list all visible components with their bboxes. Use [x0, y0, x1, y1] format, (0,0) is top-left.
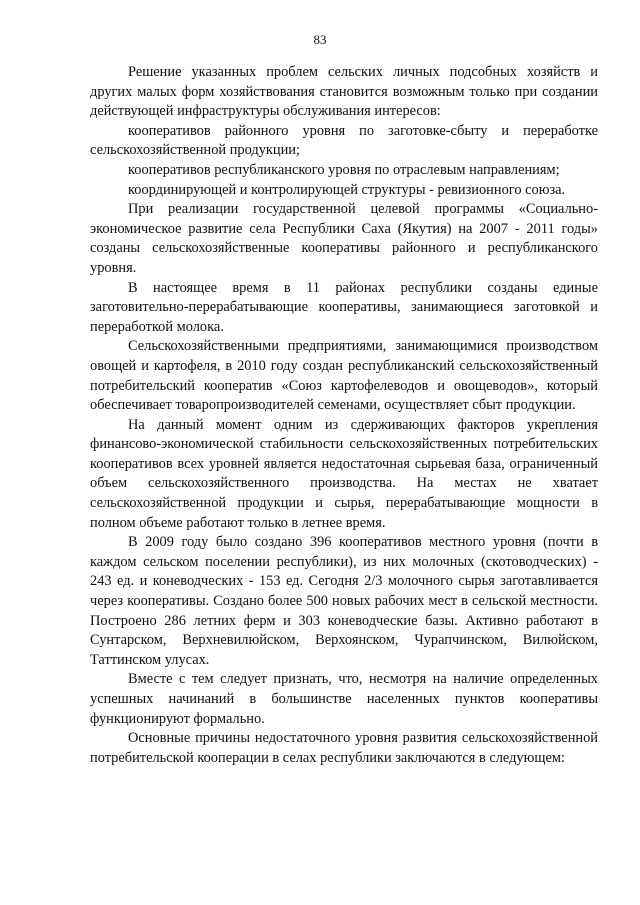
- body-text: [90, 63, 598, 768]
- paragraph: На данный момент одним из сдерживающих факторов укрепления финансово-экономической стабильности сельскохозяйственных потребительских кооперативов всех уровней является недостаточная сырьевая база, ограниченный объем сельскохозяйственного производства. На местах не хватает сельскохозяйственной продукции и сырья, перерабатывающие мощности в полном объеме работают только в летнее время.: [90, 416, 598, 531]
- paragraph: кооперативов районного уровня по заготовке-сбыту и переработке сельскохозяйственной продукции;: [90, 122, 598, 159]
- paragraph: В 2009 году было создано 396 кооперативов местного уровня (почти в каждом сельском поселении республики), из них молочных (скотоводческих) - 243 ед. и коневодческих - 153 ед. Сегодня 2/3 молочного сырья заготавливается через кооперативы. Создано более 500 новых рабочих мест в сельской местности. Построено 286 летних ферм и 303 коневодческие базы. Активно работают в Сунтарском, Верхневилюйском, Верхоянском, Чурапчинском, Вилюйском, Таттинском улусах.: [90, 534, 598, 668]
- paragraph: кооперативов республиканского уровня по отраслевым направлениям;: [128, 161, 560, 178]
- page-number: 83: [313, 32, 327, 47]
- paragraph: Решение указанных проблем сельских личных подсобных хозяйств и других малых форм хозяйствования становится возможным только при создании действующей инфраструктуры обслуживания интересов:: [90, 64, 598, 120]
- paragraph: координирующей и контролирующей структуры - ревизионного союза.: [128, 181, 566, 198]
- paragraph: Вместе с тем следует признать, что, несмотря на наличие определенных успешных начинаний в большинстве населенных пунктов кооперативы функционируют формально.: [90, 671, 598, 727]
- paragraph: В настоящее время в 11 районах республики созданы единые заготовительно-перерабатывающие кооперативы, занимающиеся заготовкой и переработкой молока.: [90, 279, 598, 335]
- paragraph: При реализации государственной целевой программы «Социально-экономическое развитие села Республики Саха (Якутия) на 2007 - 2011 годы» созданы сельскохозяйственные кооперативы районного и республиканского уровня.: [90, 201, 598, 276]
- paragraph: Сельскохозяйственными предприятиями, занимающимися производством овощей и картофеля, в 2010 году создан республиканский сельскохозяйственный потребительский кооператив «Союз картофелеводов и овощеводов», который обеспечивает товаропроизводителей семенами, осуществляет сбыт продукции.: [90, 338, 598, 414]
- paragraph: Основные причины недостаточного уровня развития сельскохозяйственной потребительской кооперации в селах республики заключаются в следующем:: [90, 730, 598, 766]
